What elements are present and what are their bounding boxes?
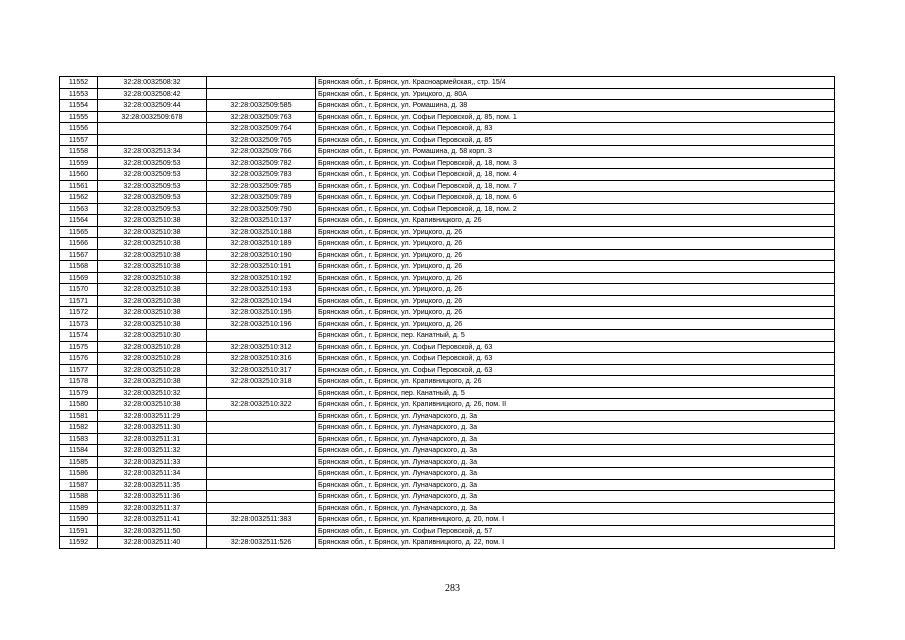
table-row xyxy=(60,203,835,215)
table-row xyxy=(60,111,835,123)
land-cadastral-number-cell: 32:28:0032510:38 xyxy=(98,215,207,227)
address-cell: Брянская обл., г. Брянск, ул. Софьи Перовской, д. 85, пом. 1 xyxy=(316,111,835,123)
object-cadastral-number-cell xyxy=(207,491,316,503)
table-row xyxy=(60,318,835,330)
object-cadastral-number-cell: 32:28:0032510:194 xyxy=(207,295,316,307)
object-cadastral-number-cell: 32:28:0032510:195 xyxy=(207,307,316,319)
address-cell: Брянская обл., г. Брянск, ул. Крапивницкого, д. 26 xyxy=(316,376,835,388)
table-row xyxy=(60,330,835,342)
land-cadastral-number-cell: 32:28:0032510:38 xyxy=(98,307,207,319)
object-cadastral-number-cell: 32:28:0032509:790 xyxy=(207,203,316,215)
land-cadastral-number-cell: 32:28:0032511:41 xyxy=(98,514,207,526)
row-number-cell: 11574 xyxy=(60,330,98,342)
row-number-cell: 11560 xyxy=(60,169,98,181)
table-row xyxy=(60,272,835,284)
object-cadastral-number-cell xyxy=(207,422,316,434)
object-cadastral-number-cell: 32:28:0032511:383 xyxy=(207,514,316,526)
land-cadastral-number-cell xyxy=(98,123,207,135)
address-cell: Брянская обл., г. Брянск, ул. Софьи Перовской, д. 57 xyxy=(316,525,835,537)
land-cadastral-number-cell: 32:28:0032510:30 xyxy=(98,330,207,342)
address-cell: Брянская обл., г. Брянск, ул. Луначарского, д. 3а xyxy=(316,491,835,503)
table-row xyxy=(60,376,835,388)
land-cadastral-number-cell: 32:28:0032509:678 xyxy=(98,111,207,123)
object-cadastral-number-cell: 32:28:0032510:188 xyxy=(207,226,316,238)
registry-table xyxy=(59,76,835,549)
address-cell: Брянская обл., г. Брянск, ул. Луначарского, д. 3а xyxy=(316,468,835,480)
object-cadastral-number-cell: 32:28:0032510:190 xyxy=(207,249,316,261)
land-cadastral-number-cell: 32:28:0032510:38 xyxy=(98,318,207,330)
row-number-cell: 11569 xyxy=(60,272,98,284)
land-cadastral-number-cell: 32:28:0032511:36 xyxy=(98,491,207,503)
row-number-cell: 11561 xyxy=(60,180,98,192)
table-row xyxy=(60,468,835,480)
table-row xyxy=(60,364,835,376)
object-cadastral-number-cell: 32:28:0032509:585 xyxy=(207,100,316,112)
land-cadastral-number-cell: 32:28:0032508:32 xyxy=(98,77,207,89)
row-number-cell: 11558 xyxy=(60,146,98,158)
row-number-cell: 11591 xyxy=(60,525,98,537)
address-cell: Брянская обл., г. Брянск, ул. Крапивницкого, д. 20, пом. I xyxy=(316,514,835,526)
land-cadastral-number-cell xyxy=(98,134,207,146)
table-row xyxy=(60,502,835,514)
row-number-cell: 11575 xyxy=(60,341,98,353)
object-cadastral-number-cell: 32:28:0032509:789 xyxy=(207,192,316,204)
object-cadastral-number-cell: 32:28:0032509:782 xyxy=(207,157,316,169)
land-cadastral-number-cell: 32:28:0032509:53 xyxy=(98,203,207,215)
table-row xyxy=(60,341,835,353)
address-cell: Брянская обл., г. Брянск, ул. Ромашина, д. 58 корп. 3 xyxy=(316,146,835,158)
object-cadastral-number-cell: 32:28:0032510:193 xyxy=(207,284,316,296)
object-cadastral-number-cell xyxy=(207,445,316,457)
object-cadastral-number-cell: 32:28:0032510:189 xyxy=(207,238,316,250)
address-cell: Брянская обл., г. Брянск, ул. Крапивницкого, д. 26 xyxy=(316,215,835,227)
land-cadastral-number-cell: 32:28:0032511:34 xyxy=(98,468,207,480)
land-cadastral-number-cell: 32:28:0032511:33 xyxy=(98,456,207,468)
address-cell: Брянская обл., г. Брянск, ул. Луначарского, д. 3а xyxy=(316,456,835,468)
address-cell: Брянская обл., г. Брянск, ул. Софьи Перовской, д. 85 xyxy=(316,134,835,146)
land-cadastral-number-cell: 32:28:0032509:53 xyxy=(98,180,207,192)
land-cadastral-number-cell: 32:28:0032511:40 xyxy=(98,537,207,549)
object-cadastral-number-cell: 32:28:0032510:137 xyxy=(207,215,316,227)
table-row xyxy=(60,295,835,307)
page-number: 283 xyxy=(445,583,460,594)
table-row xyxy=(60,307,835,319)
row-number-cell: 11570 xyxy=(60,284,98,296)
address-cell: Брянская обл., г. Брянск, ул. Урицкого, д. 26 xyxy=(316,238,835,250)
row-number-cell: 11580 xyxy=(60,399,98,411)
address-cell: Брянская обл., г. Брянск, ул. Урицкого, д. 26 xyxy=(316,318,835,330)
address-cell: Брянская обл., г. Брянск, ул. Урицкого, д. 26 xyxy=(316,295,835,307)
table-row xyxy=(60,123,835,135)
land-cadastral-number-cell: 32:28:0032511:50 xyxy=(98,525,207,537)
row-number-cell: 11564 xyxy=(60,215,98,227)
object-cadastral-number-cell: 32:28:0032510:191 xyxy=(207,261,316,273)
object-cadastral-number-cell xyxy=(207,387,316,399)
row-number-cell: 11568 xyxy=(60,261,98,273)
object-cadastral-number-cell: 32:28:0032510:312 xyxy=(207,341,316,353)
address-cell: Брянская обл., г. Брянск, ул. Луначарского, д. 3а xyxy=(316,410,835,422)
object-cadastral-number-cell xyxy=(207,77,316,89)
row-number-cell: 11572 xyxy=(60,307,98,319)
row-number-cell: 11557 xyxy=(60,134,98,146)
row-number-cell: 11592 xyxy=(60,537,98,549)
table-row xyxy=(60,445,835,457)
row-number-cell: 11563 xyxy=(60,203,98,215)
address-cell: Брянская обл., г. Брянск, ул. Урицкого, д. 26 xyxy=(316,272,835,284)
table-row xyxy=(60,180,835,192)
address-cell: Брянская обл., г. Брянск, пер. Канатный, д. 5 xyxy=(316,330,835,342)
table-row xyxy=(60,284,835,296)
table-row xyxy=(60,537,835,549)
address-cell: Брянская обл., г. Брянск, ул. Красноармейская,, стр. 15/4 xyxy=(316,77,835,89)
registry-table-body xyxy=(60,77,835,549)
row-number-cell: 11583 xyxy=(60,433,98,445)
table-row xyxy=(60,261,835,273)
table-row xyxy=(60,422,835,434)
object-cadastral-number-cell xyxy=(207,330,316,342)
object-cadastral-number-cell: 32:28:0032511:526 xyxy=(207,537,316,549)
object-cadastral-number-cell: 32:28:0032509:783 xyxy=(207,169,316,181)
object-cadastral-number-cell xyxy=(207,468,316,480)
land-cadastral-number-cell: 32:28:0032510:28 xyxy=(98,353,207,365)
object-cadastral-number-cell: 32:28:0032509:765 xyxy=(207,134,316,146)
row-number-cell: 11578 xyxy=(60,376,98,388)
row-number-cell: 11588 xyxy=(60,491,98,503)
table-row xyxy=(60,353,835,365)
row-number-cell: 11573 xyxy=(60,318,98,330)
address-cell: Брянская обл., г. Брянск, ул. Софьи Перовской, д. 63 xyxy=(316,341,835,353)
address-cell: Брянская обл., г. Брянск, ул. Софьи Перовской, д. 83 xyxy=(316,123,835,135)
land-cadastral-number-cell: 32:28:0032510:38 xyxy=(98,238,207,250)
row-number-cell: 11589 xyxy=(60,502,98,514)
address-cell: Брянская обл., г. Брянск, ул. Урицкого, д. 26 xyxy=(316,226,835,238)
table-row xyxy=(60,410,835,422)
address-cell: Брянская обл., г. Брянск, ул. Луначарского, д. 3а xyxy=(316,445,835,457)
address-cell: Брянская обл., г. Брянск, ул. Урицкого, д. 26 xyxy=(316,284,835,296)
land-cadastral-number-cell: 32:28:0032510:38 xyxy=(98,376,207,388)
object-cadastral-number-cell xyxy=(207,433,316,445)
land-cadastral-number-cell: 32:28:0032511:37 xyxy=(98,502,207,514)
land-cadastral-number-cell: 32:28:0032509:44 xyxy=(98,100,207,112)
address-cell: Брянская обл., г. Брянск, ул. Крапивницкого, д. 22, пом. I xyxy=(316,537,835,549)
land-cadastral-number-cell: 32:28:0032509:53 xyxy=(98,169,207,181)
land-cadastral-number-cell: 32:28:0032510:32 xyxy=(98,387,207,399)
table-row xyxy=(60,456,835,468)
row-number-cell: 11576 xyxy=(60,353,98,365)
object-cadastral-number-cell xyxy=(207,525,316,537)
row-number-cell: 11585 xyxy=(60,456,98,468)
row-number-cell: 11587 xyxy=(60,479,98,491)
row-number-cell: 11590 xyxy=(60,514,98,526)
table-row xyxy=(60,146,835,158)
land-cadastral-number-cell: 32:28:0032510:38 xyxy=(98,399,207,411)
table-row xyxy=(60,514,835,526)
row-number-cell: 11552 xyxy=(60,77,98,89)
object-cadastral-number-cell: 32:28:0032509:785 xyxy=(207,180,316,192)
row-number-cell: 11553 xyxy=(60,88,98,100)
address-cell: Брянская обл., г. Брянск, ул. Софьи Перовской, д. 18, пом. 7 xyxy=(316,180,835,192)
table-row xyxy=(60,192,835,204)
land-cadastral-number-cell: 32:28:0032509:53 xyxy=(98,157,207,169)
address-cell: Брянская обл., г. Брянск, ул. Урицкого, д. 80А xyxy=(316,88,835,100)
table-row xyxy=(60,100,835,112)
table-row xyxy=(60,88,835,100)
land-cadastral-number-cell: 32:28:0032513:34 xyxy=(98,146,207,158)
table-row xyxy=(60,433,835,445)
object-cadastral-number-cell: 32:28:0032510:317 xyxy=(207,364,316,376)
row-number-cell: 11571 xyxy=(60,295,98,307)
land-cadastral-number-cell: 32:28:0032510:38 xyxy=(98,295,207,307)
row-number-cell: 11565 xyxy=(60,226,98,238)
table-row xyxy=(60,215,835,227)
object-cadastral-number-cell: 32:28:0032509:763 xyxy=(207,111,316,123)
land-cadastral-number-cell: 32:28:0032510:38 xyxy=(98,272,207,284)
table-row xyxy=(60,249,835,261)
land-cadastral-number-cell: 32:28:0032510:28 xyxy=(98,364,207,376)
table-row xyxy=(60,491,835,503)
object-cadastral-number-cell: 32:28:0032509:764 xyxy=(207,123,316,135)
object-cadastral-number-cell xyxy=(207,479,316,491)
object-cadastral-number-cell: 32:28:0032510:196 xyxy=(207,318,316,330)
row-number-cell: 11555 xyxy=(60,111,98,123)
row-number-cell: 11581 xyxy=(60,410,98,422)
land-cadastral-number-cell: 32:28:0032510:28 xyxy=(98,341,207,353)
address-cell: Брянская обл., г. Брянск, ул. Урицкого, д. 26 xyxy=(316,307,835,319)
table-row xyxy=(60,479,835,491)
table-row xyxy=(60,169,835,181)
land-cadastral-number-cell: 32:28:0032510:38 xyxy=(98,261,207,273)
address-cell: Брянская обл., г. Брянск, ул. Ромашина, д. 38 xyxy=(316,100,835,112)
table-row xyxy=(60,387,835,399)
address-cell: Брянская обл., г. Брянск, ул. Урицкого, д. 26 xyxy=(316,261,835,273)
table-row xyxy=(60,226,835,238)
row-number-cell: 11577 xyxy=(60,364,98,376)
address-cell: Брянская обл., г. Брянск, ул. Софьи Перовской, д. 63 xyxy=(316,353,835,365)
land-cadastral-number-cell: 32:28:0032511:32 xyxy=(98,445,207,457)
object-cadastral-number-cell: 32:28:0032510:192 xyxy=(207,272,316,284)
address-cell: Брянская обл., г. Брянск, ул. Луначарского, д. 3а xyxy=(316,433,835,445)
address-cell: Брянская обл., г. Брянск, ул. Луначарского, д. 3а xyxy=(316,479,835,491)
land-cadastral-number-cell: 32:28:0032511:30 xyxy=(98,422,207,434)
row-number-cell: 11559 xyxy=(60,157,98,169)
object-cadastral-number-cell xyxy=(207,410,316,422)
row-number-cell: 11567 xyxy=(60,249,98,261)
land-cadastral-number-cell: 32:28:0032509:53 xyxy=(98,192,207,204)
land-cadastral-number-cell: 32:28:0032511:31 xyxy=(98,433,207,445)
object-cadastral-number-cell: 32:28:0032510:316 xyxy=(207,353,316,365)
land-cadastral-number-cell: 32:28:0032510:38 xyxy=(98,284,207,296)
address-cell: Брянская обл., г. Брянск, ул. Луначарского, д. 3а xyxy=(316,422,835,434)
land-cadastral-number-cell: 32:28:0032510:38 xyxy=(98,249,207,261)
address-cell: Брянская обл., г. Брянск, ул. Софьи Перовской, д. 18, пом. 2 xyxy=(316,203,835,215)
table-row xyxy=(60,525,835,537)
row-number-cell: 11556 xyxy=(60,123,98,135)
table-row xyxy=(60,157,835,169)
table-row xyxy=(60,77,835,89)
row-number-cell: 11579 xyxy=(60,387,98,399)
object-cadastral-number-cell xyxy=(207,456,316,468)
row-number-cell: 11562 xyxy=(60,192,98,204)
address-cell: Брянская обл., г. Брянск, ул. Софьи Перовской, д. 63 xyxy=(316,364,835,376)
object-cadastral-number-cell xyxy=(207,88,316,100)
row-number-cell: 11566 xyxy=(60,238,98,250)
address-cell: Брянская обл., г. Брянск, пер. Канатный, д. 5 xyxy=(316,387,835,399)
address-cell: Брянская обл., г. Брянск, ул. Луначарского, д. 3а xyxy=(316,502,835,514)
table-row xyxy=(60,238,835,250)
land-cadastral-number-cell: 32:28:0032511:35 xyxy=(98,479,207,491)
row-number-cell: 11586 xyxy=(60,468,98,480)
address-cell: Брянская обл., г. Брянск, ул. Софьи Перовской, д. 18, пом. 6 xyxy=(316,192,835,204)
land-cadastral-number-cell: 32:28:0032508:42 xyxy=(98,88,207,100)
object-cadastral-number-cell xyxy=(207,502,316,514)
object-cadastral-number-cell: 32:28:0032509:766 xyxy=(207,146,316,158)
row-number-cell: 11554 xyxy=(60,100,98,112)
address-cell: Брянская обл., г. Брянск, ул. Урицкого, д. 26 xyxy=(316,249,835,261)
address-cell: Брянская обл., г. Брянск, ул. Софьи Перовской, д. 18, пом. 4 xyxy=(316,169,835,181)
object-cadastral-number-cell: 32:28:0032510:322 xyxy=(207,399,316,411)
address-cell: Брянская обл., г. Брянск, ул. Софьи Перовской, д. 18, пом. 3 xyxy=(316,157,835,169)
row-number-cell: 11584 xyxy=(60,445,98,457)
address-cell: Брянская обл., г. Брянск, ул. Крапивницкого, д. 26, пом. II xyxy=(316,399,835,411)
land-cadastral-number-cell: 32:28:0032511:29 xyxy=(98,410,207,422)
table-row xyxy=(60,399,835,411)
row-number-cell: 11582 xyxy=(60,422,98,434)
object-cadastral-number-cell: 32:28:0032510:318 xyxy=(207,376,316,388)
land-cadastral-number-cell: 32:28:0032510:38 xyxy=(98,226,207,238)
table-row xyxy=(60,134,835,146)
